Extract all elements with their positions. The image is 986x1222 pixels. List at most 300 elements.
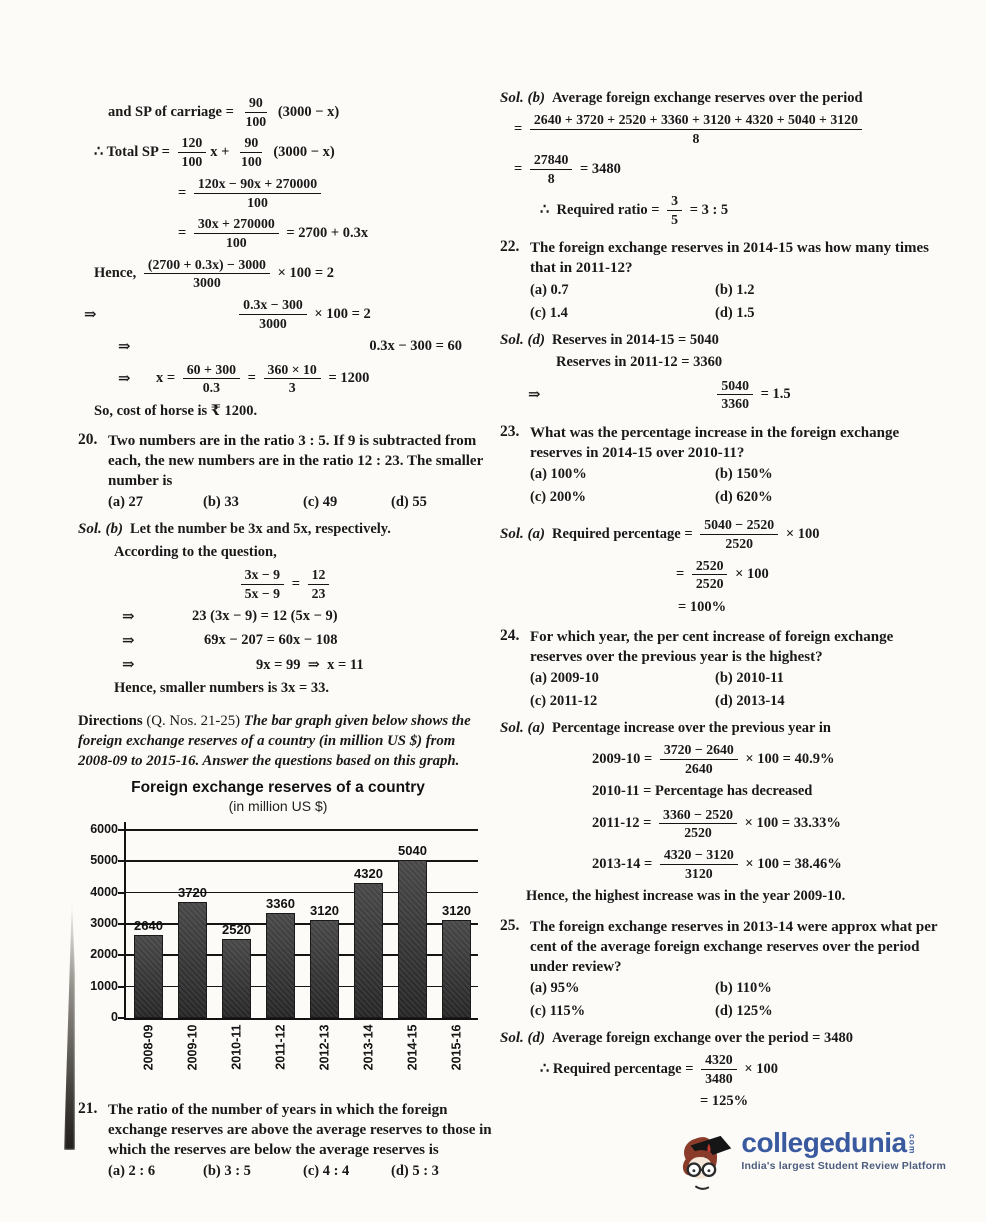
fraction-denominator: 3000 bbox=[259, 315, 287, 331]
fraction-numerator: 3 bbox=[667, 193, 682, 211]
question-text: Two numbers are in the ratio 3 : 5. If 9 is subtracted from each, the new numbers are in the ratio 12 : 23. The smaller number is bbox=[108, 433, 483, 490]
question-22 bbox=[500, 238, 946, 321]
option-d: (d) 1.5 bbox=[715, 304, 755, 321]
option-a: (a) 2 : 6 bbox=[108, 1163, 156, 1180]
equation-text: 69x − 207 = 60x − 108 bbox=[204, 632, 338, 649]
mascot-icon bbox=[676, 1129, 738, 1193]
fraction bbox=[178, 135, 207, 169]
right-column bbox=[500, 90, 946, 1193]
options bbox=[530, 980, 946, 1020]
solution-first-line bbox=[500, 516, 946, 552]
bar-2015-16 bbox=[442, 920, 471, 1018]
y-label-1000: 1000 bbox=[90, 978, 118, 993]
implies-symbol: ⇒ bbox=[122, 657, 135, 674]
fraction bbox=[692, 558, 728, 592]
fraction-denominator: 8 bbox=[692, 130, 700, 146]
implies-symbol: ⇒ bbox=[84, 306, 97, 323]
solution-intro bbox=[552, 516, 819, 552]
fraction-denominator: 100 bbox=[225, 235, 247, 251]
equation bbox=[178, 175, 325, 211]
equation bbox=[700, 1093, 748, 1110]
fraction bbox=[667, 193, 682, 227]
fraction-numerator: 2640 + 3720 + 2520 + 3360 + 3120 + 4320 + 5040 + 3120 bbox=[530, 112, 862, 130]
option-d: (d) 125% bbox=[715, 1002, 773, 1019]
fraction-numerator: 3720 − 2640 bbox=[660, 742, 738, 760]
fraction bbox=[659, 807, 737, 841]
question-number: 22. bbox=[500, 238, 520, 256]
y-label-0: 0 bbox=[111, 1010, 118, 1025]
implies-symbol: ⇒ bbox=[118, 339, 131, 356]
equation-text: × 100 bbox=[782, 525, 820, 542]
option-c: (c) 4 : 4 bbox=[303, 1163, 350, 1180]
logo-brand-suffix: com bbox=[907, 1134, 918, 1155]
option-b: (b) 1.2 bbox=[715, 281, 755, 298]
equation-line bbox=[500, 377, 946, 413]
fraction-denominator: 100 bbox=[247, 194, 268, 210]
equation-text: Hence, smaller numbers is 3x = 33. bbox=[114, 680, 330, 697]
equation-text: = 3480 bbox=[576, 161, 621, 178]
directions-label: Directions bbox=[78, 712, 143, 729]
equation-text: = bbox=[288, 576, 304, 593]
equation-text: 9x = 99 ⇒ x = 11 bbox=[256, 656, 364, 673]
x-label-2009-10: 2009-10 bbox=[185, 1024, 199, 1071]
bar-value-2014-15: 5040 bbox=[398, 843, 427, 859]
equation-text: = bbox=[676, 566, 688, 583]
equation bbox=[369, 338, 492, 355]
equation-text: Reserves in 2014-15 = 5040 bbox=[552, 331, 719, 348]
equation-line bbox=[78, 655, 492, 675]
solution-lines bbox=[500, 741, 946, 906]
equation-text: Average foreign exchange over the period = 3480 bbox=[552, 1029, 854, 1046]
equation-text: Reserves in 2011-12 = 3360 bbox=[556, 354, 723, 370]
equation-text: ∴ Total SP = bbox=[94, 144, 174, 161]
equation bbox=[94, 402, 257, 420]
y-tick-5000 bbox=[118, 860, 126, 862]
fraction-denominator: 5x − 9 bbox=[244, 586, 281, 602]
equation bbox=[235, 296, 371, 332]
solution-23 bbox=[500, 516, 946, 617]
logo-tagline: India's largest Student Review Platform bbox=[741, 1160, 946, 1173]
question-number: 24. bbox=[500, 627, 520, 644]
fraction-numerator: 5040 − 2520 bbox=[700, 517, 778, 535]
fraction-numerator: 12 bbox=[308, 567, 330, 585]
fraction-denominator: 2640 bbox=[685, 760, 713, 776]
question-number: 20. bbox=[78, 431, 98, 449]
implies-symbol: ⇒ bbox=[118, 371, 131, 388]
fraction bbox=[660, 742, 738, 776]
fraction-numerator: 30x + 270000 bbox=[194, 216, 279, 234]
equation-line bbox=[78, 631, 492, 651]
option-a: (a) 100% bbox=[530, 466, 587, 483]
fraction-denominator: 2520 bbox=[695, 576, 724, 592]
equation-line bbox=[78, 94, 492, 130]
fraction-denominator: 23 bbox=[311, 586, 326, 602]
fraction-numerator: 60 + 300 bbox=[183, 362, 240, 380]
fraction-numerator: 2520 bbox=[692, 558, 728, 576]
fraction-numerator: 120x − 90x + 270000 bbox=[194, 176, 321, 194]
bar-2009-10 bbox=[178, 902, 207, 1019]
question-24 bbox=[500, 627, 946, 710]
question-text: The ratio of the number of years in which the foreign exchange reserves are above the average reserves to those in which the reserves are below the average reserves is bbox=[108, 1102, 492, 1159]
option-c: (c) 2011-12 bbox=[530, 693, 598, 710]
solution-20 bbox=[78, 521, 492, 698]
y-tick-2000 bbox=[118, 954, 126, 956]
equation-text: Hence, the highest increase was in the year 2009-10. bbox=[526, 888, 846, 904]
x-label-2010-11: 2010-11 bbox=[229, 1024, 243, 1070]
equation-line bbox=[78, 542, 492, 562]
x-label-2015-16: 2015-16 bbox=[449, 1024, 463, 1071]
solution-21 bbox=[500, 90, 946, 228]
equation-text: ∴ Required percentage = bbox=[540, 1060, 698, 1077]
option-b: (b) 150% bbox=[715, 466, 773, 483]
chart-plot bbox=[78, 822, 478, 1090]
equation-line bbox=[78, 296, 492, 332]
solution-lines bbox=[500, 1051, 946, 1111]
equation-text: Required percentage = bbox=[552, 525, 697, 542]
y-label-2000: 2000 bbox=[90, 947, 118, 962]
fraction bbox=[660, 847, 738, 881]
solution-lines bbox=[78, 542, 492, 698]
equation-text: ∴ Required ratio = bbox=[540, 201, 664, 218]
solution-lines bbox=[500, 353, 946, 413]
bar-2012-13 bbox=[310, 920, 339, 1018]
equation-text: × 100 = 2 bbox=[310, 305, 371, 322]
solution-horse-carriage bbox=[78, 94, 492, 421]
solution-intro bbox=[130, 521, 391, 538]
equation-line bbox=[78, 175, 492, 211]
y-label-6000: 6000 bbox=[90, 822, 118, 837]
chart-title: Foreign exchange reserves of a country bbox=[131, 779, 425, 797]
solution-intro bbox=[552, 720, 831, 737]
fraction-denominator: 3360 bbox=[721, 396, 749, 412]
fraction bbox=[717, 378, 753, 412]
equation bbox=[192, 608, 338, 625]
question-number: 21. bbox=[78, 1100, 98, 1118]
solution-intro bbox=[552, 90, 863, 107]
equation bbox=[94, 256, 334, 292]
fraction bbox=[308, 567, 330, 601]
fraction bbox=[183, 362, 240, 396]
equation bbox=[256, 656, 364, 674]
fraction-denominator: 3120 bbox=[685, 865, 713, 881]
solution-first-line bbox=[78, 521, 492, 538]
equation bbox=[676, 557, 769, 593]
equation-text: (3000 − x) bbox=[269, 144, 335, 161]
equation bbox=[156, 361, 369, 397]
equation bbox=[114, 544, 277, 561]
fraction bbox=[701, 1052, 737, 1086]
gridline-6000 bbox=[126, 829, 478, 831]
question-row bbox=[500, 423, 946, 463]
equation-line bbox=[500, 192, 946, 228]
left-column bbox=[78, 90, 492, 1180]
option-d: (d) 55 bbox=[391, 494, 427, 511]
question-text: The foreign exchange reserves in 2014-15 was how many times that in 2011-12? bbox=[530, 240, 929, 277]
fraction-numerator: 4320 − 3120 bbox=[660, 847, 738, 865]
option-b: (b) 110% bbox=[715, 979, 772, 996]
fraction-denominator: 100 bbox=[181, 154, 203, 170]
equation bbox=[713, 377, 790, 413]
fraction bbox=[700, 517, 778, 551]
equation-text: × 100 bbox=[740, 1060, 778, 1077]
fraction-denominator: 8 bbox=[547, 171, 555, 187]
question-text: What was the percentage increase in the foreign exchange reserves in 2014-15 over 2010-11? bbox=[530, 424, 900, 462]
equation-text: = 3 : 5 bbox=[686, 201, 729, 218]
equation bbox=[514, 151, 621, 187]
equation-line bbox=[500, 597, 946, 617]
bar-value-2008-09: 2640 bbox=[134, 918, 163, 934]
equation bbox=[204, 632, 338, 649]
solution-25 bbox=[500, 1030, 946, 1111]
question-row bbox=[500, 917, 946, 977]
solution-label: Sol. (b) bbox=[78, 521, 123, 538]
option-c: (c) 1.4 bbox=[530, 304, 568, 321]
question-number: 23. bbox=[500, 422, 520, 440]
equation-text: = bbox=[178, 225, 190, 242]
question-text: The foreign exchange reserves in 2013-14 were approx what per cent of the average foreign exchange reserves over the period under review? bbox=[530, 918, 938, 975]
equation-line bbox=[78, 607, 492, 627]
directions-body: The bar graph given below shows the foreign exchange reserves of a country (in million US $) from 2008-09 to 2015-16. Answer the questions based on this graph. bbox=[78, 712, 471, 769]
solution-label: Sol. (d) bbox=[500, 1029, 545, 1046]
chart-plot-area bbox=[90, 822, 478, 1071]
equation bbox=[540, 1051, 778, 1087]
option-a: (a) 2009-10 bbox=[530, 670, 599, 687]
equation-line bbox=[500, 782, 946, 802]
equation-text: 23 (3x − 9) = 12 (5x − 9) bbox=[192, 608, 338, 625]
book-spine-shadow bbox=[64, 898, 75, 1150]
chart-subtitle: (in million US $) bbox=[228, 798, 328, 815]
equation-text: Hence, bbox=[94, 265, 140, 282]
question-text: For which year, the per cent increase of foreign exchange reserves over the previous year is the highest? bbox=[530, 629, 894, 666]
equation-line bbox=[78, 134, 492, 170]
equation-line bbox=[500, 846, 946, 882]
fraction bbox=[237, 135, 266, 169]
fraction-denominator: 100 bbox=[241, 154, 262, 170]
equation-text: 2010-11 = Percentage has decreased bbox=[592, 783, 813, 800]
equation-line bbox=[78, 401, 492, 421]
question-row bbox=[500, 627, 946, 667]
bar-2014-15 bbox=[398, 860, 427, 1018]
equation-line bbox=[500, 887, 946, 907]
directions-question-range: (Q. Nos. 21-25) bbox=[142, 712, 244, 729]
option-a: (a) 27 bbox=[108, 494, 144, 511]
x-label-2011-12: 2011-12 bbox=[273, 1024, 287, 1070]
equation-line bbox=[500, 111, 946, 147]
equation-text: = bbox=[178, 184, 190, 201]
equation bbox=[540, 192, 728, 228]
equation-text: Percentage increase over the previous year in bbox=[552, 720, 831, 737]
equation-line bbox=[78, 215, 492, 251]
question-20 bbox=[78, 431, 492, 511]
bar-chart bbox=[78, 779, 478, 1090]
fraction-numerator: 5040 bbox=[717, 378, 753, 396]
y-tick-4000 bbox=[118, 892, 126, 894]
option-d: (d) 5 : 3 bbox=[391, 1163, 439, 1180]
options bbox=[530, 670, 946, 710]
y-label-4000: 4000 bbox=[90, 884, 118, 899]
fraction-numerator: 90 bbox=[240, 135, 262, 153]
solution-24 bbox=[500, 720, 946, 906]
equation bbox=[108, 94, 339, 130]
equation-text: × 100 bbox=[731, 566, 769, 583]
equation bbox=[592, 741, 834, 777]
equation-text: According to the question, bbox=[114, 543, 277, 560]
equation-text: × 100 = 40.9% bbox=[741, 750, 835, 767]
equation-text: and SP of carriage = bbox=[108, 103, 238, 120]
equation-text: Average foreign exchange reserves over the period bbox=[552, 90, 863, 106]
equation-line bbox=[78, 566, 492, 602]
implies-symbol: ⇒ bbox=[122, 609, 135, 626]
y-tick-3000 bbox=[118, 923, 126, 925]
equation-text: Let the number be 3x and 5x, respectively. bbox=[130, 521, 391, 538]
fraction-numerator: 4320 bbox=[701, 1052, 737, 1070]
options bbox=[108, 494, 492, 511]
solution-first-line bbox=[500, 332, 946, 349]
equation-line bbox=[500, 151, 946, 187]
question-row bbox=[500, 238, 946, 278]
equation bbox=[114, 680, 329, 697]
fraction-numerator: 27840 bbox=[530, 152, 573, 170]
equation bbox=[556, 354, 722, 371]
equation-line bbox=[500, 741, 946, 777]
solution-22 bbox=[500, 332, 946, 413]
equation-text: x = bbox=[156, 370, 179, 387]
option-b: (b) 2010-11 bbox=[715, 670, 784, 687]
question-23 bbox=[500, 423, 946, 506]
equation-text: = bbox=[514, 161, 526, 178]
equation-line bbox=[500, 806, 946, 842]
option-c: (c) 49 bbox=[303, 494, 338, 511]
solution-label: Sol. (d) bbox=[500, 331, 545, 348]
fraction bbox=[242, 95, 271, 129]
fraction-numerator: 3360 − 2520 bbox=[659, 807, 737, 825]
equation bbox=[237, 566, 334, 602]
option-b: (b) 3 : 5 bbox=[203, 1163, 251, 1180]
fraction bbox=[144, 257, 270, 291]
fraction bbox=[530, 112, 862, 146]
equation-line bbox=[78, 361, 492, 397]
solution-lines bbox=[500, 111, 946, 228]
equation-text: 2011-12 = bbox=[592, 815, 656, 832]
fraction-denominator: 100 bbox=[245, 113, 267, 129]
fraction bbox=[530, 152, 573, 186]
option-d: (d) 2013-14 bbox=[715, 693, 785, 710]
fraction bbox=[264, 362, 321, 396]
bar-value-2011-12: 3360 bbox=[266, 895, 295, 911]
x-label-2008-09: 2008-09 bbox=[141, 1024, 155, 1071]
equation-text: 2013-14 = bbox=[592, 855, 656, 872]
fraction-denominator: 5 bbox=[671, 211, 679, 227]
equation-text: = 1200 bbox=[324, 370, 370, 387]
x-label-2013-14: 2013-14 bbox=[361, 1024, 375, 1071]
fraction-numerator: (2700 + 0.3x) − 3000 bbox=[144, 257, 270, 275]
equation-text: = 125% bbox=[700, 1092, 749, 1109]
fraction-numerator: 90 bbox=[245, 95, 267, 113]
bar-2008-09 bbox=[134, 935, 163, 1018]
logo-wordmark bbox=[741, 1127, 946, 1159]
fraction-denominator: 3 bbox=[288, 380, 296, 396]
x-label-2014-15: 2014-15 bbox=[405, 1024, 419, 1071]
solution-label: Sol. (a) bbox=[500, 525, 545, 542]
options bbox=[530, 466, 946, 506]
solution-first-line bbox=[500, 1030, 946, 1047]
solution-lines bbox=[500, 557, 946, 617]
fraction-denominator: 3000 bbox=[193, 275, 221, 291]
options bbox=[530, 282, 946, 322]
solution-label: Sol. (a) bbox=[500, 720, 545, 737]
equation bbox=[678, 599, 726, 616]
x-label-2012-13: 2012-13 bbox=[317, 1024, 331, 1071]
question-number: 25. bbox=[500, 916, 520, 934]
implies-symbol: ⇒ bbox=[528, 387, 541, 404]
equation-line bbox=[78, 256, 492, 292]
fraction bbox=[241, 567, 284, 601]
equation bbox=[514, 111, 866, 147]
bar-value-2010-11: 2520 bbox=[222, 922, 251, 938]
equation-text: 2009-10 = bbox=[592, 750, 656, 767]
bar-2013-14 bbox=[354, 883, 383, 1018]
option-a: (a) 0.7 bbox=[530, 281, 569, 298]
equation-text: (3000 − x) bbox=[274, 103, 340, 120]
question-21 bbox=[78, 1100, 492, 1180]
bar-2011-12 bbox=[266, 913, 295, 1018]
question-row bbox=[78, 1100, 492, 1160]
fraction-numerator: 360 × 10 bbox=[264, 362, 321, 380]
equation bbox=[178, 215, 368, 251]
solution-first-line bbox=[500, 720, 946, 737]
solution-intro bbox=[552, 1030, 853, 1047]
equation-line bbox=[500, 353, 946, 373]
y-tick-0 bbox=[118, 1017, 126, 1019]
y-label-3000: 3000 bbox=[90, 916, 118, 931]
question-row bbox=[78, 431, 492, 491]
equation-text: = bbox=[244, 370, 260, 387]
solution-first-line bbox=[500, 90, 946, 107]
equation-line bbox=[78, 679, 492, 699]
fraction-denominator: 0.3 bbox=[202, 380, 221, 396]
implies-symbol: ⇒ bbox=[122, 633, 135, 650]
question-25 bbox=[500, 917, 946, 1020]
equation-text: = 1.5 bbox=[756, 386, 791, 403]
equation-text: = 2700 + 0.3x bbox=[282, 225, 369, 242]
solution-intro bbox=[552, 332, 719, 349]
directions-paragraph bbox=[78, 711, 492, 771]
option-c: (c) 115% bbox=[530, 1002, 586, 1019]
equation-text: × 100 = 2 bbox=[273, 265, 334, 282]
fraction bbox=[194, 176, 321, 210]
equation bbox=[94, 134, 335, 170]
y-tick-6000 bbox=[118, 829, 126, 831]
solution-label: Sol. (b) bbox=[500, 90, 545, 106]
fraction-denominator: 3480 bbox=[705, 1070, 733, 1086]
bar-value-2015-16: 3120 bbox=[442, 903, 471, 919]
collegedunia-logo bbox=[500, 1127, 946, 1193]
y-label-5000: 5000 bbox=[90, 853, 118, 868]
equation-line bbox=[500, 1091, 946, 1111]
fraction-numerator: 0.3x − 300 bbox=[239, 297, 307, 315]
bar-value-2009-10: 3720 bbox=[178, 884, 207, 900]
logo-brand-text: collegedunia bbox=[741, 1127, 907, 1159]
option-d: (d) 620% bbox=[715, 489, 773, 506]
fraction bbox=[239, 297, 307, 331]
fraction-denominator: 2520 bbox=[725, 535, 754, 551]
equation bbox=[592, 783, 812, 800]
option-a: (a) 95% bbox=[530, 979, 580, 996]
bar-value-2012-13: 3120 bbox=[310, 903, 339, 919]
equation-line bbox=[500, 1051, 946, 1087]
equation bbox=[592, 806, 841, 842]
equation-text: = bbox=[514, 120, 526, 137]
